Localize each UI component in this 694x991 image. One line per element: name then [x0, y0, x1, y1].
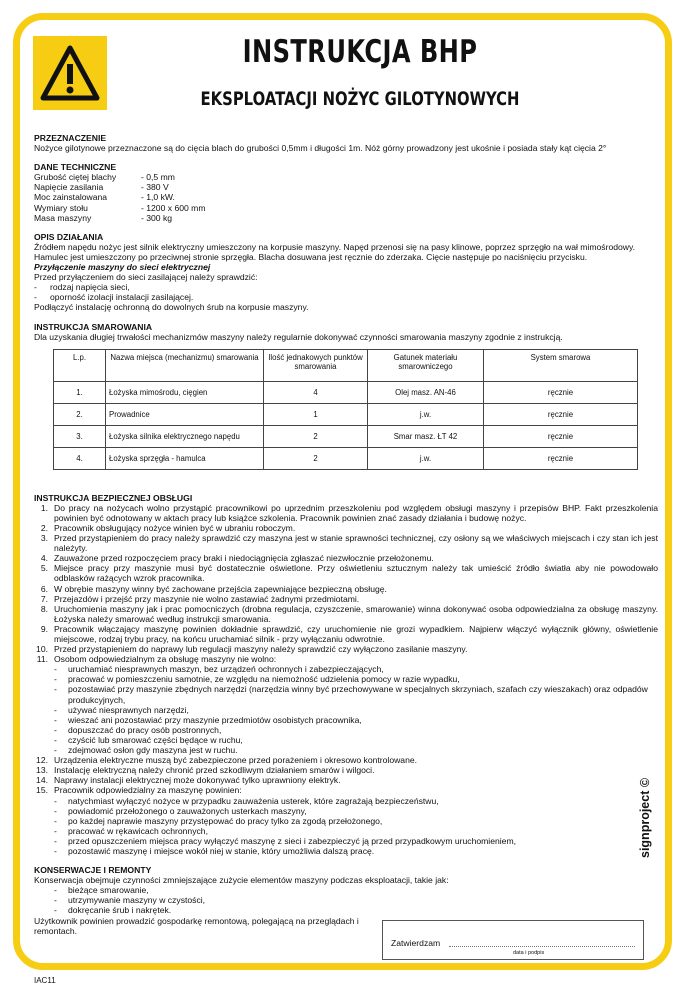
sub-item: - natychmiast wyłączyć nożyce w przypadku zauważenia usterek, które zagrażają bezpieczeństwu,	[54, 795, 439, 806]
sub-item: - dopuszczać do pracy osób postronnych,	[54, 724, 222, 735]
sub-item: - pracować w rękawicach ochronnych,	[54, 825, 208, 836]
table-row: 2. Prowadnice 1 j.w. ręcznie	[54, 403, 638, 425]
opis-text: Źródłem napędu nożyc jest silnik elektryczny umieszczony na korpusie maszyny. Napęd przenosi się na pasy klinowe, poprzez sprzęgło na wał mimośrodowy. Hamulec jest umieszczony po przeciwnej stronie sprzęgła. Blacha dosuwana jest ręcznie do zderzaka. Cięcie następuje po naciśnięciu przycisku.	[34, 241, 636, 262]
signature-hint: data i podpis	[513, 950, 545, 956]
sub-item: - utrzymywanie maszyny w czystości,	[54, 895, 206, 906]
sub-item: - bieżące smarowanie,	[54, 885, 149, 896]
przeznaczenie-text: Nożyce gilotynowe przeznaczone są do cięcia blach do grubości 0,5mm i długości 1m. Nóż górny prowadzony jest ukośnie i posiada stały kąt cięcia 2°	[34, 143, 607, 154]
list-item: 8. Uruchomienia maszyny jak i prac pomocniczych (drobna regulacja, czyszczenie, smarowanie) winna dokonywać osoba odpowiedzialna za obsługę maszyny. Łożyska należy smarować według instrukcji smarowania.	[40, 603, 658, 624]
signature-line[interactable]	[449, 946, 635, 947]
list-item: 12. Urządzenia elektryczne muszą być zabezpieczone przed porażeniem i okresowo kontrolowane.	[36, 755, 418, 766]
sub-item: - pracować w pomieszczeniu samotnie, ze względu na niemożność udzielenia pomocy w razie wypadku,	[54, 674, 460, 685]
list-item: - oporność izolacji instalacji zasilającej.	[34, 292, 194, 303]
sub-item: - pozostawić maszynę i miejsce wokół niej w stanie, który umożliwia dalszą pracę.	[54, 845, 375, 856]
tech-value: - 1,0 kW.	[141, 192, 175, 203]
brand-logo: signproject ©	[638, 777, 652, 858]
opis-subheading: Przyłączenie maszyny do sieci elektrycznej	[34, 262, 211, 273]
table-header-cell: L.p.	[54, 349, 106, 381]
list-item: 4. Zauważone przed rozpoczęciem pracy braki i niedociągnięcia zgłaszać niezwłocznie przełożonemu.	[40, 553, 434, 564]
list-item: 14. Naprawy instalacji elektrycznej może dokonywać tylko uprawniony elektryk.	[36, 775, 341, 786]
page-title: INSTRUKCJA BHP	[242, 34, 478, 70]
list-item: - rodzaj napięcia sieci,	[34, 282, 130, 293]
lubrication-table	[53, 349, 638, 470]
tech-value: - 380 V	[141, 182, 169, 193]
konserwacje-heading: KONSERWACJE I REMONTY	[34, 865, 152, 876]
sub-item: - przed opuszczeniem miejsca pracy wyłączyć maszynę z sieci i zabezpieczyć ją przed przypadkowym uruchomieniem,	[54, 835, 516, 846]
dane-heading: DANE TECHNICZNE	[34, 162, 117, 173]
opis-outro: Podłączyć instalację ochronną do dowolnych śrub na korpusie maszyny.	[34, 302, 309, 313]
table-header-cell: Nazwa miejsca (mechanizmu) smarowania	[106, 349, 264, 381]
table-row: 3. Łożyska silnika elektrycznego napędu 2 Smar masz. ŁT 42 ręcznie	[54, 425, 638, 447]
tech-data-list	[34, 172, 658, 222]
table-header-cell: Ilość jednakowych punktów smarowania	[264, 349, 368, 381]
smarowanie-heading: INSTRUKCJA SMAROWANIA	[34, 321, 153, 332]
sub-item: - wieszać ani pozostawiać przy maszynie przedmiotów osobistych pracownika,	[54, 714, 362, 725]
list-item: 1. Do pracy na nożycach wolno przystąpić pracownikowi po uprzednim przeszkoleniu pod względem obsługi maszyny i przepisów BHP. Fakt przeszkolenia powinien być odnotowany w aktach pracy lub książce szkolenia. Pracownik powinien znać zasady działania i budowę nożyc.	[40, 502, 658, 523]
tech-value: - 300 kg	[141, 212, 173, 223]
list-item: 11. Osobom odpowiedzialnym za obsługę maszyny nie wolno:	[36, 654, 277, 665]
tech-label: Grubość ciętej blachy	[34, 172, 117, 183]
table-row: 4. Łożyska sprzęgła - hamulca 2 j.w. ręcznie	[54, 447, 638, 469]
tech-label: Moc zainstalowana	[34, 192, 108, 203]
sub-item: - uruchamiać niesprawnych maszyn, bez urządzeń ochronnych i zabezpieczających,	[54, 664, 384, 675]
tech-label: Wymiary stołu	[34, 202, 88, 213]
sub-item: - po każdej naprawie maszyny przystępować do pracy tylko za zgodą przełożonego,	[54, 815, 383, 826]
document-code: IAC11	[34, 976, 56, 985]
table-header-cell: System smarowa	[484, 349, 638, 381]
list-item: 13. Instalację elektryczną należy chronić przed szkodliwym działaniem smarów i wilgoci.	[36, 765, 375, 776]
list-item: 10. Przed przystąpieniem do naprawy lub regulacji maszyny należy sprawdzić czy wyłączono zasilanie maszyny.	[36, 644, 468, 655]
document-body	[34, 133, 658, 936]
tech-value: - 1200 x 600 mm	[141, 202, 206, 213]
sub-item: - używać niesprawnych narzędzi,	[54, 704, 189, 715]
konserwacje-text: Konserwacja obejmuje czynności zmniejszające zużycie elementów maszyny podczas eksploatacji, takie jak:	[34, 875, 449, 886]
list-item: 6. W obrębie maszyny winny być zachowane przejścia zapewniające bezpieczną obsługę.	[40, 583, 387, 594]
list-item: 3. Przed przystąpieniem do pracy należy sprawdzić czy maszyna jest w stanie sprawności technicznej, czy osłony są we właściwych miejscach i czy stan ich jest należyty.	[40, 533, 658, 554]
sub-item: - powiadomić przełożonego o zauważonych usterkach maszyny,	[54, 805, 307, 816]
list-item: 15. Pracownik odpowiedzialny za maszynę powinien:	[36, 785, 242, 796]
table-header-row	[54, 349, 638, 381]
smarowanie-text: Dla uzyskania długiej trwałości mechanizmów maszyny należy regularnie dokonywać czynności smarowania maszyny zgodnie z instrukcją.	[34, 331, 563, 342]
bezpieczna-heading: INSTRUKCJA BEZPIECZNEJ OBSŁUGI	[34, 492, 193, 503]
sub-item: - czyścić lub smarować części będące w ruchu,	[54, 734, 243, 745]
sub-item: - dokręcanie śrub i nakrętek.	[54, 905, 172, 916]
table-row: 1. Łożyska mimośrodu, cięgien 4 Olej masz. AN-46 ręcznie	[54, 381, 638, 403]
przeznaczenie-heading: PRZEZNACZENIE	[34, 133, 107, 143]
list-item: 7. Przejazdów i przejść przy maszynie nie wolno zastawiać żadnymi przedmiotami.	[40, 593, 360, 604]
tech-value: - 0,5 mm	[141, 172, 175, 183]
list-item: 9. Pracownik włączający maszynę powinien dokładnie sprawdzić, czy uruchomienie nie grozi wypadkiem. Najpierw włączyć wyłącznik główny, oświetlenie miejscowe, rodzaj trybu pracy, na końcu uruchamiać silnik - przy wyłączaniu odwrotnie.	[40, 623, 658, 644]
list-item: 2. Pracownik obsługujący nożyce winien być w ubraniu roboczym.	[40, 522, 296, 533]
tech-label: Masa maszyny	[34, 212, 92, 223]
safety-list	[34, 503, 658, 856]
opis-intro: Przed przyłączeniem do sieci zasilającej należy sprawdzić:	[34, 272, 258, 283]
table-header-cell: Gatunek materiału smarowniczego	[368, 349, 484, 381]
opis-heading: OPIS DZIAŁANIA	[34, 231, 104, 242]
tech-label: Napięcie zasilania	[34, 182, 104, 193]
konserwacje-outro: Użytkownik powinien prowadzić gospodarkę remontową, polegającą na przeglądach i remontach.	[34, 915, 359, 936]
sub-item: - zdejmować osłon gdy maszyna jest w ruchu.	[54, 745, 238, 756]
signature-box	[382, 920, 644, 960]
warning-icon	[33, 36, 107, 110]
sub-item: - pozostawiać przy maszynie zbędnych narzędzi (narzędzia winny być przechowywane w specjalnych skrzyniach, szafach czy wieszakach) oraz odpadów produkcyjnych,	[54, 684, 648, 705]
page-subtitle: EKSPLOATACJI NOŻYC GILOTYNOWYCH	[200, 88, 520, 110]
list-item: 5. Miejsce pracy przy maszynie musi być dostatecznie oświetlone. Przy oświetleniu sztucznym należy tak umieścić źródło światła aby nie powodowało odblasków rażących wzrok pracownika.	[40, 563, 658, 584]
signature-label: Zatwierdzam	[391, 938, 441, 948]
